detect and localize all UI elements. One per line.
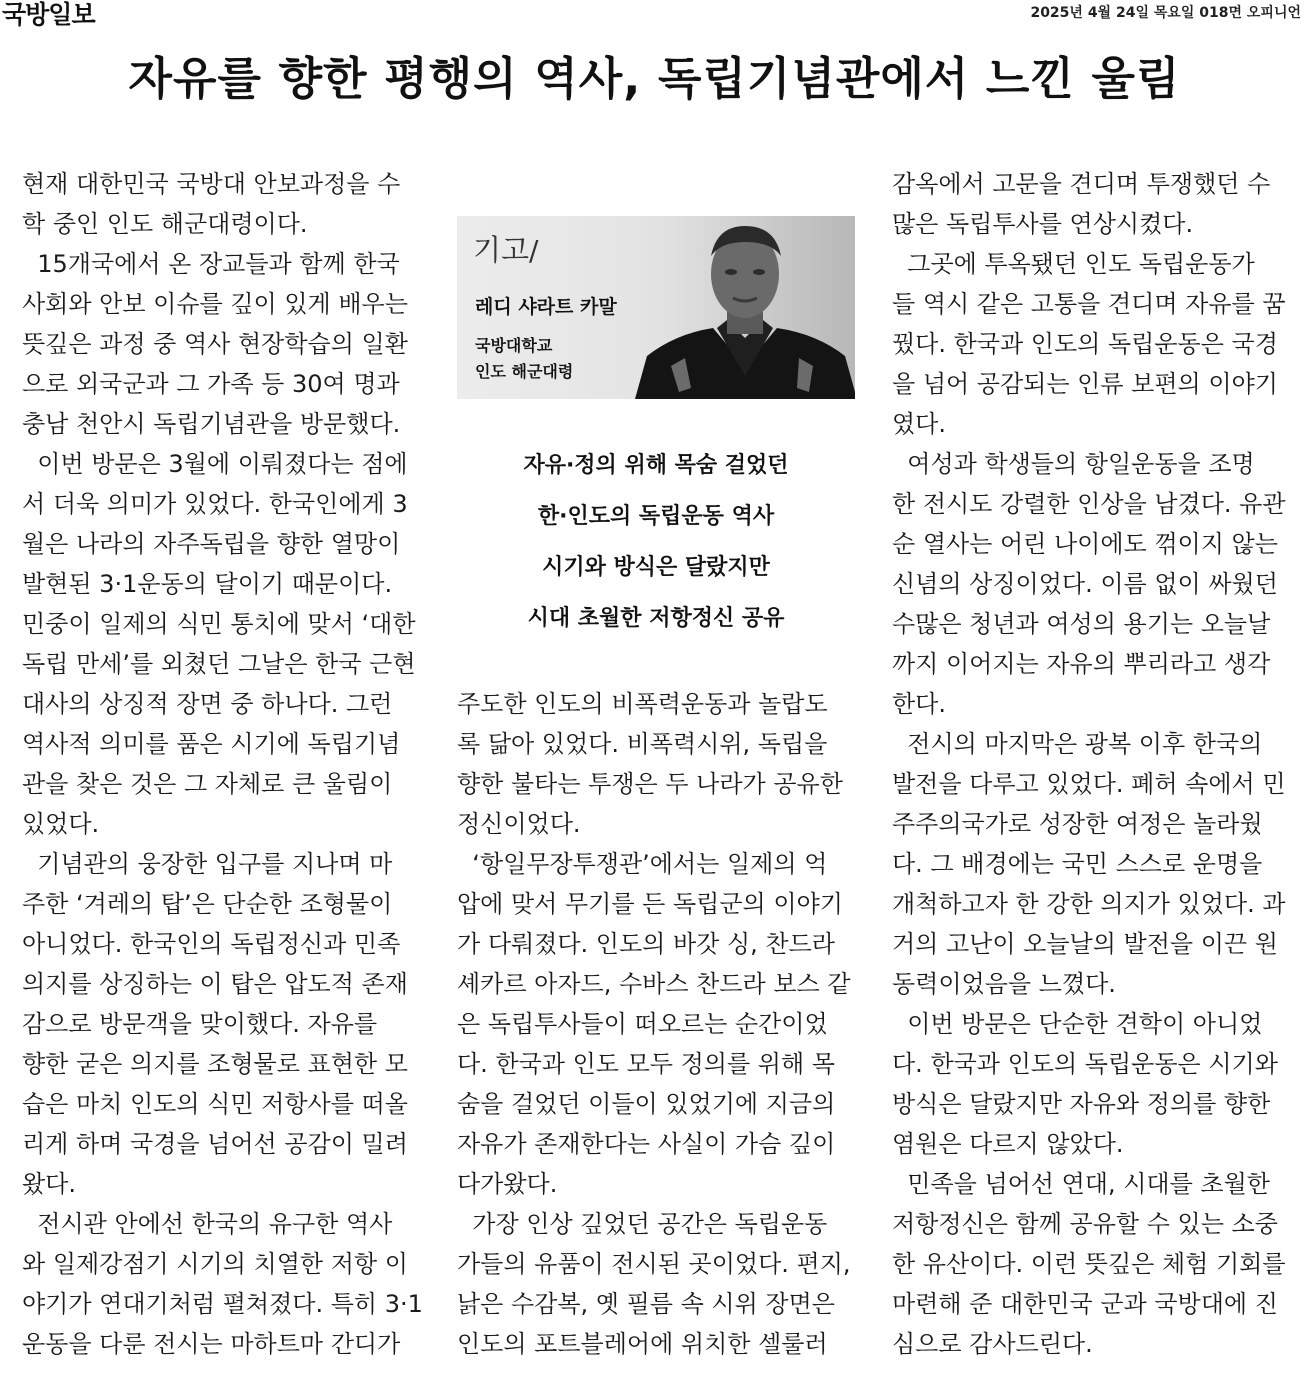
article-text-line: 민중이 일제의 식민 통치에 맞서 ‘대한 xyxy=(22,610,416,638)
article-text-line: 뜻깊은 과정 중 역사 현장학습의 일환 xyxy=(22,330,408,358)
article-text-line: 주도한 인도의 비폭력운동과 놀랍도 xyxy=(457,690,828,718)
column-section-label: 기고/ xyxy=(473,233,539,267)
article-text-line: 저항정신은 함께 공유할 수 있는 소중 xyxy=(892,1210,1278,1238)
article-text-line: 리게 하며 국경을 넘어선 공감이 밀려 xyxy=(22,1130,408,1158)
article-text-line: 심으로 감사드린다. xyxy=(892,1330,1093,1358)
article-text-line: 가장 인상 깊었던 공간은 독립운동 xyxy=(457,1210,828,1238)
article-text-line: 자유가 존재한다는 사실이 가슴 깊이 xyxy=(457,1130,836,1158)
article-text-line: 사회와 안보 이슈를 깊이 있게 배우는 xyxy=(22,290,408,318)
article-text-line: 관을 찾은 것은 그 자체로 큰 울림이 xyxy=(22,770,393,798)
article-text-line: 개척하고자 한 강한 의지가 있었다. 과 xyxy=(892,890,1286,918)
article-text-line: 있었다. xyxy=(22,810,100,838)
article-text-line: 민족을 넘어선 연대, 시대를 초월한 xyxy=(892,1170,1270,1198)
article-text-line: 꿨다. 한국과 인도의 독립운동은 국경 xyxy=(892,330,1278,358)
byline-box xyxy=(457,216,855,399)
article-text-line: 다가왔다. xyxy=(457,1170,558,1198)
article-text-line: 향한 불타는 투쟁은 두 나라가 공유한 xyxy=(457,770,843,798)
author-affiliation: 국방대학교 xyxy=(475,336,553,355)
article-text-line: 역사적 의미를 품은 시기에 독립기념 xyxy=(22,730,401,758)
article-text-line: 록 닮아 있었다. 비폭력시위, 독립을 xyxy=(457,730,828,758)
article-text-line: 낡은 수감복, 옛 필름 속 시위 장면은 xyxy=(457,1290,835,1318)
article-text-line: 대사의 상징적 장면 중 하나다. 그런 xyxy=(22,690,393,718)
article-text-line: 야기가 연대기처럼 펼쳐졌다. 특히 3·1 xyxy=(22,1290,423,1318)
article-column-right xyxy=(892,164,1297,1379)
article-text-line: 향한 굳은 의지를 조형물로 표현한 모 xyxy=(22,1050,408,1078)
article-text-line: 한 전시도 강렬한 인상을 남겼다. 유관 xyxy=(892,490,1286,518)
article-text-line: 그곳에 투옥됐던 인도 독립운동가 xyxy=(892,250,1255,278)
article-text-line: 발전을 다루고 있었다. 폐허 속에서 민 xyxy=(892,770,1286,798)
article-text-line: 다. 한국과 인도의 독립운동은 시기와 xyxy=(892,1050,1278,1078)
article-text-line: 많은 독립투사를 연상시켰다. xyxy=(892,210,1194,238)
article-text-line: 15개국에서 온 장교들과 함께 한국 xyxy=(22,250,400,278)
article-text-line: 왔다. xyxy=(22,1170,76,1198)
article-text-line: 학 중인 인도 해군대령이다. xyxy=(22,210,308,238)
article-text-line: 까지 이어지는 자유의 뿌리라고 생각 xyxy=(892,650,1271,678)
article-text-line: 월은 나라의 자주독립을 향한 열망이 xyxy=(22,530,401,558)
newspaper-logo: 국방일보 xyxy=(2,0,95,29)
article-column-middle xyxy=(457,684,862,1379)
article-text-line: 한 유산이다. 이런 뜻깊은 체험 기회를 xyxy=(892,1250,1286,1278)
author-name: 레디 샤라트 카말 xyxy=(475,296,617,318)
article-text-line: 압에 맞서 무기를 든 독립군의 이야기 xyxy=(457,890,843,918)
subheadline-line: 자유·정의 위해 목숨 걸었던 xyxy=(523,453,789,478)
article-text-line: 서 더욱 의미가 있었다. 한국인에게 3 xyxy=(22,490,408,518)
article-text-line: 의지를 상징하는 이 탑은 압도적 존재 xyxy=(22,970,408,998)
article-text-line: 기념관의 웅장한 입구를 지나며 마 xyxy=(22,850,393,878)
article-text-line: 아니었다. 한국인의 독립정신과 민족 xyxy=(22,930,401,958)
article-text-line: 인도의 포트블레어에 위치한 셀룰러 xyxy=(457,1330,828,1358)
article-text-line: 전시관 안에선 한국의 유구한 역사 xyxy=(22,1210,393,1238)
subheadline-line: 한·인도의 독립운동 역사 xyxy=(537,504,775,529)
article-text-line: 이번 방문은 단순한 견학이 아니었 xyxy=(892,1010,1263,1038)
article-text-line: 충남 천안시 독립기념관을 방문했다. xyxy=(22,410,401,438)
subheadline-line: 시기와 방식은 달랐지만 xyxy=(542,555,770,580)
subheadline-box xyxy=(457,440,855,644)
article-headline: 자유를 향한 평행의 역사, 독립기념관에서 느낀 울림 xyxy=(128,52,1181,105)
article-text-line: 여성과 학생들의 항일운동을 조명 xyxy=(892,450,1255,478)
article-text-line: 수많은 청년과 여성의 용기는 오늘날 xyxy=(892,610,1271,638)
article-text-line: 습은 마치 인도의 식민 저항사를 떠올 xyxy=(22,1090,408,1118)
article-text-line: 마련해 준 대한민국 군과 국방대에 진 xyxy=(892,1290,1278,1318)
article-text-line: 방식은 달랐지만 자유와 정의를 향한 xyxy=(892,1090,1271,1118)
article-text-line: 발현된 3·1운동의 달이기 때문이다. xyxy=(22,570,393,598)
article-text-line: 주주의국가로 성장한 여정은 놀라웠 xyxy=(892,810,1263,838)
article-text-line: 현재 대한민국 국방대 안보과정을 수 xyxy=(22,170,401,198)
article-text-line: 거의 고난이 오늘날의 발전을 이끈 원 xyxy=(892,930,1278,958)
article-text-line: 은 독립투사들이 떠오르는 순간이었 xyxy=(457,1010,828,1038)
article-text-line: 셰카르 아자드, 수바스 찬드라 보스 같 xyxy=(457,970,851,998)
article-text-line: 가 다뤄졌다. 인도의 바갓 싱, 찬드라 xyxy=(457,930,835,958)
author-rank: 인도 해군대령 xyxy=(475,362,574,381)
article-text-line: 감옥에서 고문을 견디며 투쟁했던 수 xyxy=(892,170,1271,198)
article-text-line: 정신이었다. xyxy=(457,810,581,838)
article-text-line: 였다. xyxy=(892,410,946,438)
article-text-line: 을 넘어 공감되는 인류 보편의 이야기 xyxy=(892,370,1278,398)
dateline: 2025년 4월 24일 목요일 018면 오피니언 xyxy=(1030,5,1301,21)
article-text-line: 염원은 다르지 않았다. xyxy=(892,1130,1124,1158)
article-text-line: 이번 방문은 3월에 이뤄졌다는 점에 xyxy=(22,450,408,478)
author-portrait-image xyxy=(595,216,855,399)
article-text-line: 가들의 유품이 전시된 곳이었다. 편지, xyxy=(457,1250,851,1278)
article-text-line: 운동을 다룬 전시는 마하트마 간디가 xyxy=(22,1330,401,1358)
article-text-line: 와 일제강점기 시기의 치열한 저항 이 xyxy=(22,1250,408,1278)
article-text-line: 으로 외국군과 그 가족 등 30여 명과 xyxy=(22,370,400,398)
article-text-line: 감으로 방문객을 맞이했다. 자유를 xyxy=(22,1010,378,1038)
article-text-line: 숨을 걸었던 이들이 있었기에 지금의 xyxy=(457,1090,836,1118)
article-column-left xyxy=(22,164,432,1379)
article-text-line: 한다. xyxy=(892,690,946,718)
subheadline-line: 시대 초월한 저항정신 공유 xyxy=(527,606,785,631)
article-text-line: ‘항일무장투쟁관’에서는 일제의 억 xyxy=(457,850,828,878)
article-text-line: 다. 그 배경에는 국민 스스로 운명을 xyxy=(892,850,1263,878)
article-text-line: 전시의 마지막은 광복 이후 한국의 xyxy=(892,730,1263,758)
article-text-line: 신념의 상징이었다. 이름 없이 싸웠던 xyxy=(892,570,1278,598)
slash-mark-icon: / xyxy=(529,234,539,267)
article-text-line: 동력이었음을 느꼈다. xyxy=(892,970,1116,998)
masthead xyxy=(0,0,1309,30)
article-text-line: 다. 한국과 인도 모두 정의를 위해 목 xyxy=(457,1050,835,1078)
article-text-line: 들 역시 같은 고통을 견디며 자유를 꿈 xyxy=(892,290,1286,318)
article-text-line: 독립 만세’를 외쳤던 그날은 한국 근현 xyxy=(22,650,416,678)
article-text-line: 순 열사는 어린 나이에도 꺾이지 않는 xyxy=(892,530,1278,558)
article-text-line: 주한 ‘겨레의 탑’은 단순한 조형물이 xyxy=(22,890,393,918)
